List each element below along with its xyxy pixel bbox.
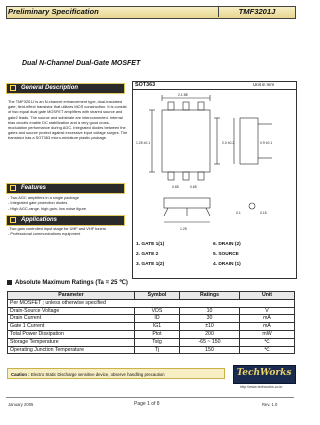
param-cell: Gate 1 Current xyxy=(8,323,135,331)
header-left-title: Preliminary Specification xyxy=(8,7,99,16)
pin-label: 3. GATE 1(2) xyxy=(136,262,165,267)
dim-label: 1.25 ±0.1 xyxy=(136,141,151,145)
column-header: Symbol xyxy=(135,292,180,300)
pin-label: 5. SOURCE xyxy=(213,252,239,257)
pin-label: 2. GATE 2 xyxy=(136,252,159,257)
unit-cell: mW xyxy=(240,330,295,338)
description-text: The TMF3201J is an N-channel enhancement type, dual-insulated gate, field-effect transistor that utilizes MOS construction. It is consist of two equal dual gate MOSFET amplifiers with shared source and gate2 leads. The source and substrate are interconnected. Internal bias circuits enable DC stabilization and a very good cross-modulation performance during AGC. Integrated diodes between the gates and source protect against excessive input voltage surges. The transistor has a SOT363 micro-miniature plastic package. xyxy=(8,99,128,141)
unit-cell: V xyxy=(240,307,295,315)
symbol-cell: IG1 xyxy=(135,323,180,331)
section-applications xyxy=(6,215,125,226)
value-cell: 150 xyxy=(180,346,240,354)
package-name: SOT363 xyxy=(135,82,156,88)
caution-label: Caution : xyxy=(11,372,30,377)
package-unit: Unit in mm xyxy=(253,82,274,87)
caution-box xyxy=(7,368,225,379)
features-list xyxy=(8,195,128,211)
param-cell: Drain Current xyxy=(8,315,135,323)
value-cell: 10 xyxy=(180,307,240,315)
section-bullet-icon xyxy=(10,217,16,223)
column-header: Parameter xyxy=(8,292,135,300)
pin-label: 1. GATE 1(1) xyxy=(136,242,165,247)
dim-label: 1.25 xyxy=(180,227,187,231)
param-cell: Total Power Dissipation xyxy=(8,330,135,338)
table-header-row xyxy=(8,292,295,300)
unit-cell: mA xyxy=(240,315,295,323)
symbol-cell: ID xyxy=(135,315,180,323)
document-title: Dual N-Channel Dual-Gate MOSFET xyxy=(22,60,141,67)
footer-revision: Rev. 1.0 xyxy=(262,402,278,407)
param-cell: Drain-Source Voltage xyxy=(8,307,135,315)
unit-cell: ℃ xyxy=(240,338,295,346)
side-view-body xyxy=(240,118,258,164)
column-header: Unit xyxy=(240,292,295,300)
dim-label: 0.1 xyxy=(236,211,241,215)
pin-label: 4. DRAIN (1) xyxy=(213,262,241,267)
column-header: Ratings xyxy=(180,292,240,300)
value-cell: -65 ~ 150 xyxy=(180,338,240,346)
dim-label: 2.1 BE xyxy=(178,93,189,97)
package-drawing xyxy=(132,90,295,242)
square-bullet-icon xyxy=(7,280,12,285)
table-row xyxy=(8,330,295,338)
dim-label: 0.9 ±0.1 xyxy=(260,141,273,145)
section-bullet-icon xyxy=(10,185,16,191)
section-label: General Description xyxy=(21,85,79,91)
table-note-row xyxy=(8,299,295,307)
caution-text: Electro Static Discharge sensitive device, observe handling precaution xyxy=(29,372,165,377)
symbol-cell: Tstg xyxy=(135,338,180,346)
table-row xyxy=(8,315,295,323)
symbol-cell: Ptot xyxy=(135,330,180,338)
section-bullet-icon xyxy=(10,85,16,91)
param-cell: Storage Temperature xyxy=(8,338,135,346)
value-cell: 30 xyxy=(180,315,240,323)
unit-cell: mA xyxy=(240,323,295,331)
brand-logo-text: TechWorks xyxy=(236,368,292,378)
ratings-table xyxy=(7,291,295,354)
header-divider xyxy=(218,6,219,17)
feature-item: - High AGC-range, high gain, low noise figure xyxy=(8,205,87,211)
symbol-cell: Tj xyxy=(135,346,180,354)
table-row xyxy=(8,307,295,315)
end-view-body xyxy=(164,198,210,208)
dim-label: 0.15 xyxy=(260,211,267,215)
footer-page: Page 1 of 8 xyxy=(134,401,160,407)
feature-item: - Integrated gate protection diodes xyxy=(8,200,68,206)
param-cell: Operating Junction Temperature xyxy=(8,346,135,354)
application-item: -Two gain controlled input stage for UHF and VHF tuners xyxy=(8,226,106,231)
feature-item: - Two AGC amplifiers in a single package xyxy=(8,195,79,200)
table-row xyxy=(8,346,295,354)
table-row xyxy=(8,338,295,346)
section-label: Features xyxy=(21,185,47,191)
section-features xyxy=(6,183,125,194)
section-label: Applications xyxy=(21,217,58,223)
part-number: TMF3201J xyxy=(238,7,276,16)
website-link[interactable]: http://www.techworks.co.kr xyxy=(240,385,283,389)
table-row xyxy=(8,323,295,331)
applications-list xyxy=(8,226,128,237)
table-note: Per MOSFET ; unless otherwise specified xyxy=(8,299,295,307)
top-view-body xyxy=(162,110,210,172)
unit-cell: ℃ xyxy=(240,346,295,354)
dim-label: 2.0 ±0.2 xyxy=(222,141,235,145)
value-cell: 200 xyxy=(180,330,240,338)
application-item: - Professional communications equipment xyxy=(8,231,81,237)
ratings-title-text: Absolute Maximum Ratings (Ta = 25 ℃) xyxy=(15,280,128,286)
dim-label: 0.65 xyxy=(190,185,197,189)
section-general-description xyxy=(6,83,125,94)
value-cell: ±10 xyxy=(180,323,240,331)
dim-label: 0.65 xyxy=(172,185,179,189)
pin-label: 6. DRAIN (2) xyxy=(213,242,241,247)
footer-rule xyxy=(6,397,294,398)
symbol-cell: VDS xyxy=(135,307,180,315)
ratings-title xyxy=(7,279,128,286)
footer-date: January 2005 xyxy=(8,402,34,407)
